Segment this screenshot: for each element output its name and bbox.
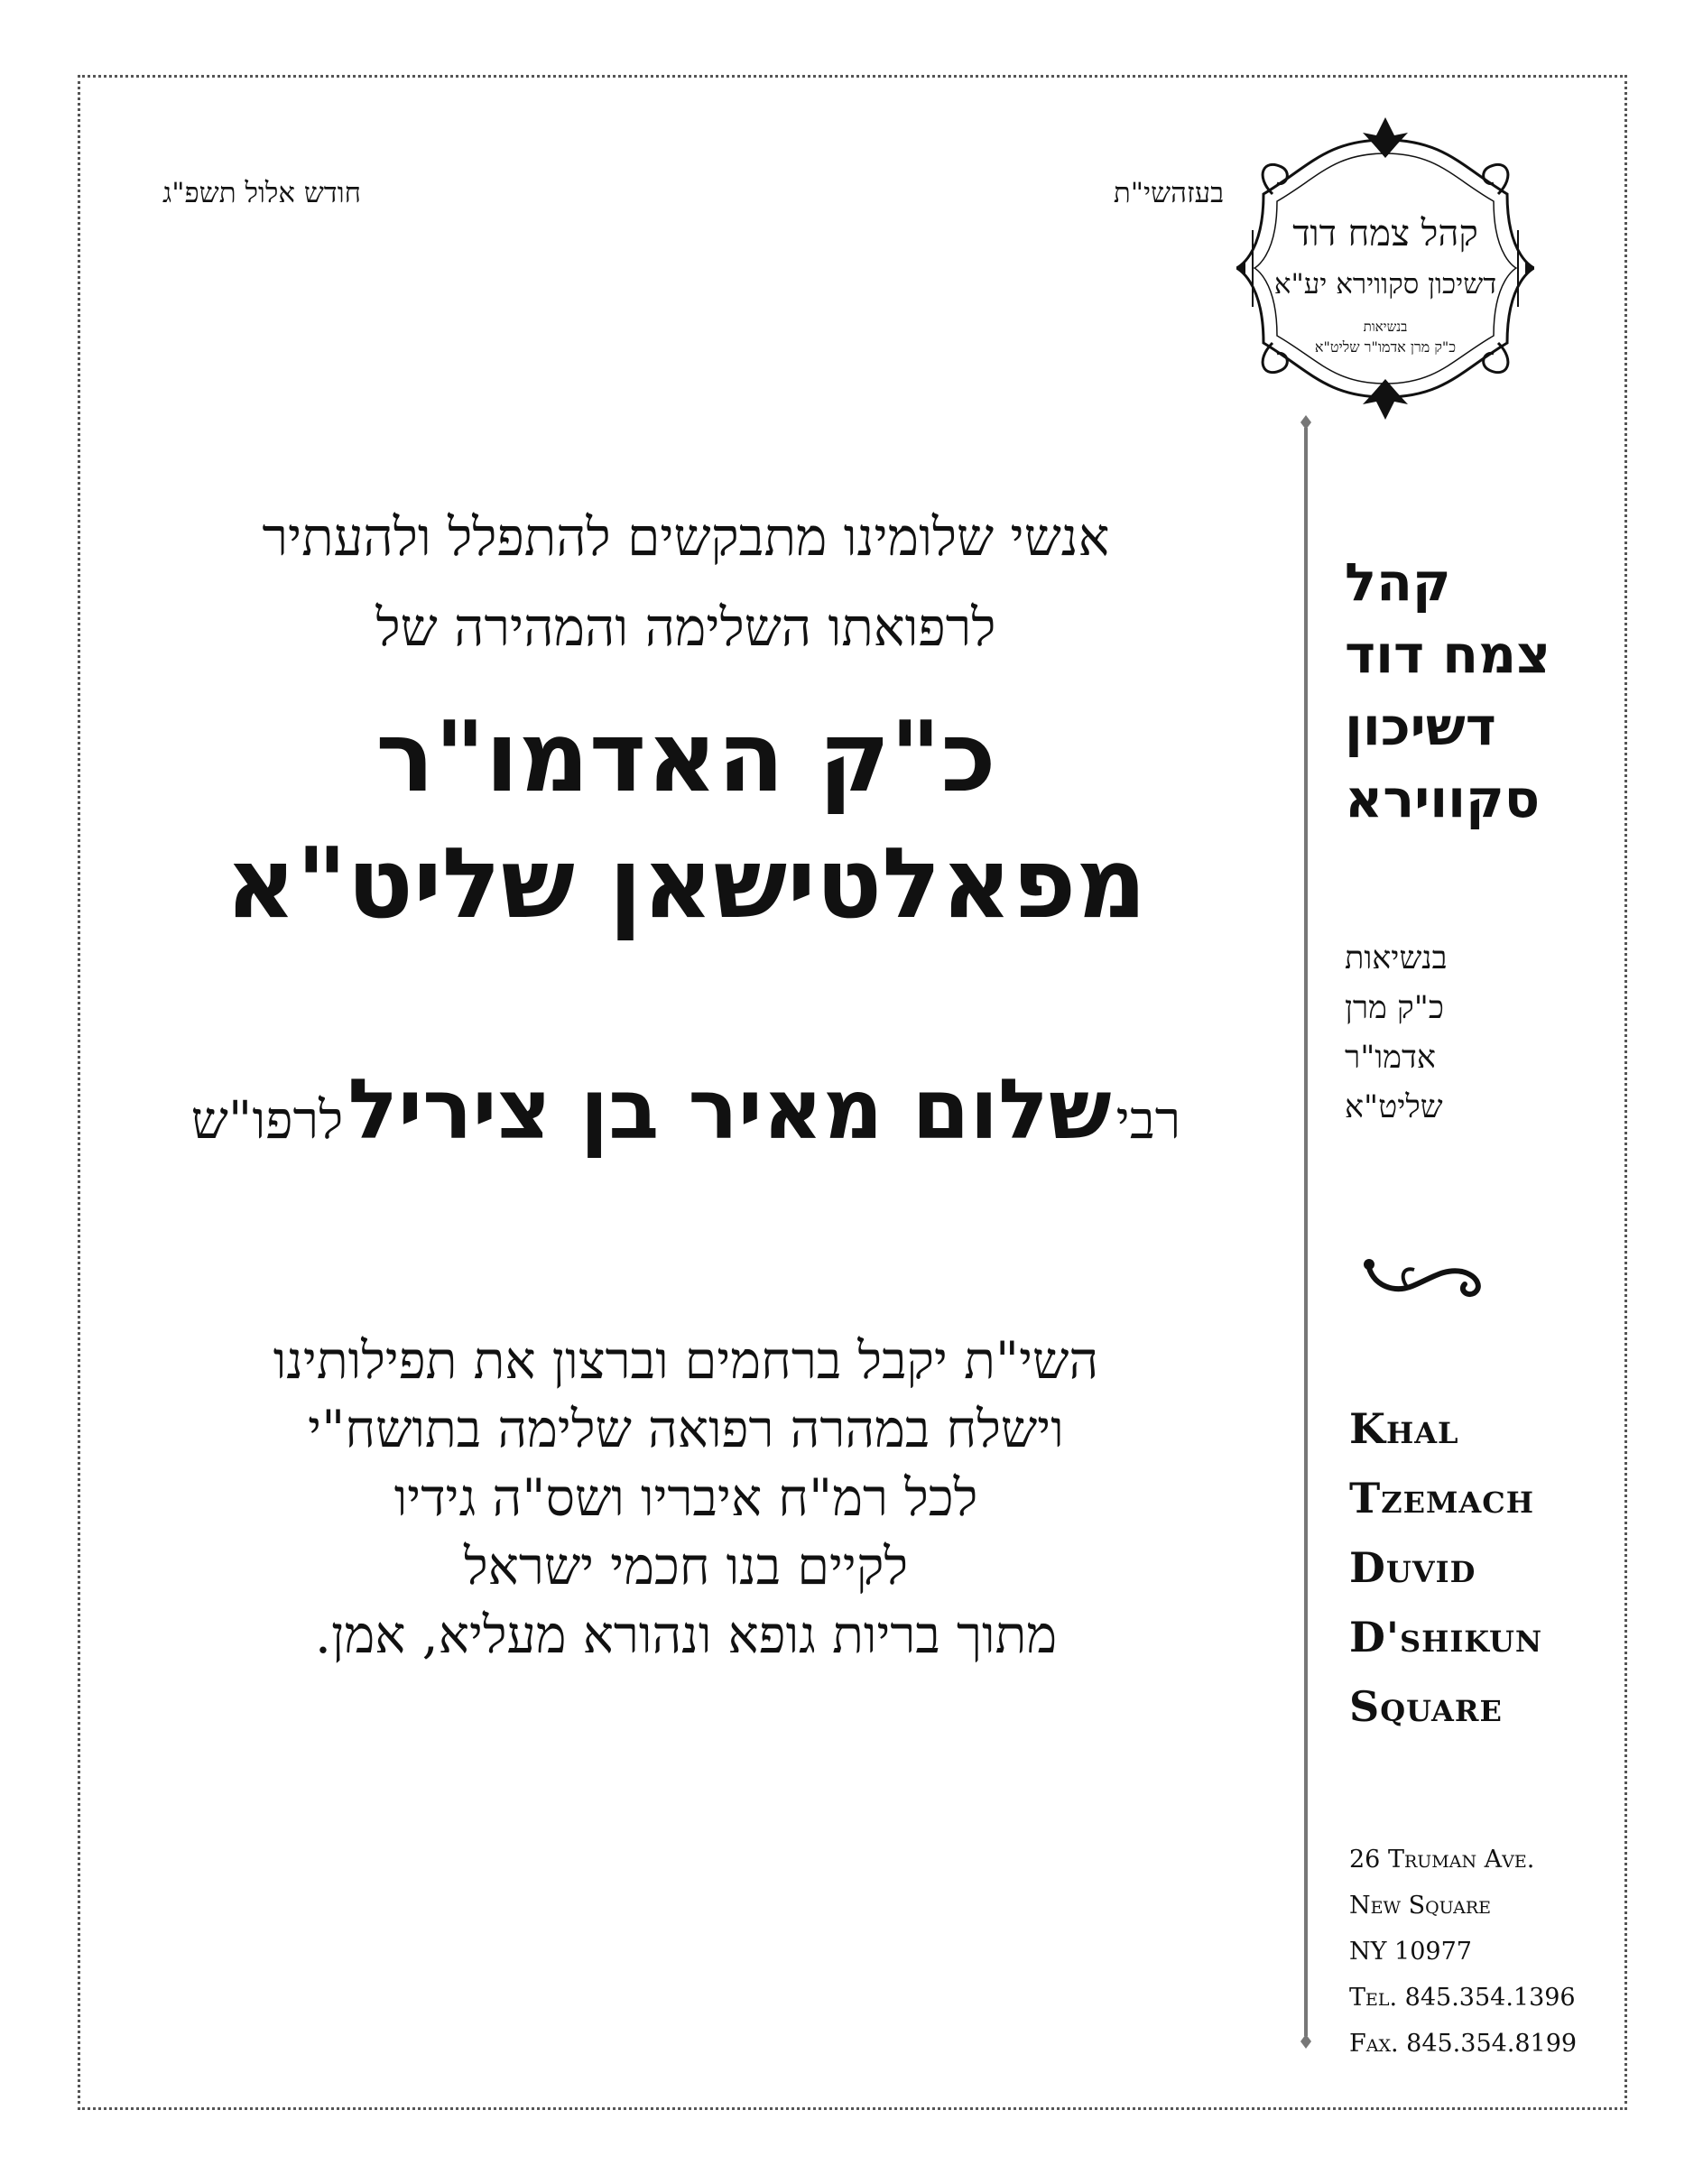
- phone-line: Tel. 845.354.1396: [1349, 1984, 1576, 2012]
- sidebar-he-line: סקווירא: [1345, 768, 1541, 829]
- sidebar-lead-line: שליט"א: [1345, 1089, 1443, 1125]
- intro-text: [99, 492, 1273, 672]
- sidebar-he-line: צמח דוד: [1345, 624, 1550, 685]
- address-line: NY 10977: [1349, 1938, 1472, 1966]
- logo-emblem: [1236, 113, 1534, 424]
- prayer-line: מתוך בריות גופא ונהורא מעליא, אמן.: [314, 1606, 1058, 1665]
- logo-line-4: כ"ק מרן אדמו"ר שליט"א: [1314, 338, 1457, 356]
- sidebar-en-line: Khal: [1349, 1404, 1459, 1453]
- name-prefix: רבי: [1115, 1089, 1181, 1151]
- title-line-2: מפאלטישאן שליט"א: [225, 828, 1147, 940]
- header-date: חודש אלול תשפ"ג: [162, 177, 361, 209]
- sidebar-hebrew-name: [1345, 546, 1597, 835]
- sidebar-en-line: Square: [1349, 1682, 1503, 1731]
- sidebar-divider: [1300, 415, 1312, 2049]
- intro-line-1: אנשי שלומינו מתבקשים להתפלל ולהעתיר: [262, 506, 1110, 568]
- patient-name: שלום מאיר בן ציריל: [347, 1061, 1112, 1158]
- sidebar-lead-line: בנשיאות: [1345, 940, 1448, 976]
- sidebar-leadership: [1345, 934, 1507, 1133]
- sidebar-en-line: Duvid: [1349, 1543, 1476, 1592]
- address-line: 26 Truman Ave.: [1349, 1846, 1535, 1874]
- fleur-top-icon: [1363, 117, 1408, 158]
- sidebar-lead-line: אדמו"ר: [1345, 1040, 1436, 1076]
- header-bsd: בעזהשי"ת: [1113, 177, 1225, 209]
- prayer-text: [99, 1327, 1273, 1670]
- sidebar-he-line: דשיכון: [1345, 696, 1496, 757]
- scroll-ornament-icon: [1358, 1250, 1494, 1304]
- prayer-line: לכל רמ"ח איבריו ושס"ה גידיו: [393, 1468, 978, 1528]
- sidebar-english-name: [1349, 1394, 1620, 1742]
- sidebar-en-line: Tzemach: [1349, 1474, 1534, 1522]
- sidebar-he-line: קהל: [1345, 551, 1451, 613]
- sidebar-en-line: D'shikun: [1349, 1613, 1543, 1661]
- prayer-line: לקיים בנו חכמי ישראל: [463, 1537, 909, 1596]
- prayer-line: השי"ת יקבל ברחמים וברצון את תפילותינו: [273, 1331, 1099, 1391]
- address-line: New Square: [1349, 1892, 1492, 1920]
- logo-line-3: בנשיאות: [1363, 319, 1408, 335]
- sidebar-address: [1349, 1837, 1620, 2067]
- fax-line: Fax. 845.354.8199: [1349, 2030, 1578, 2058]
- intro-line-2: לרפואתו השלימה והמהירה של: [375, 597, 996, 658]
- patient-name-line: [99, 1056, 1273, 1188]
- title-line-1: כ"ק האדמו"ר: [375, 701, 996, 814]
- sidebar-lead-line: כ"ק מרן: [1345, 990, 1444, 1026]
- logo-line-2: דשיכון סקווירא יע"א: [1273, 268, 1497, 301]
- name-suffix: לרפו"ש: [190, 1089, 344, 1151]
- logo-line-1: קהל צמח דוד: [1292, 213, 1478, 254]
- prayer-line: וישלח במהרה רפואה שלימה בתושח"י: [308, 1400, 1064, 1459]
- fleur-bottom-icon: [1363, 379, 1408, 420]
